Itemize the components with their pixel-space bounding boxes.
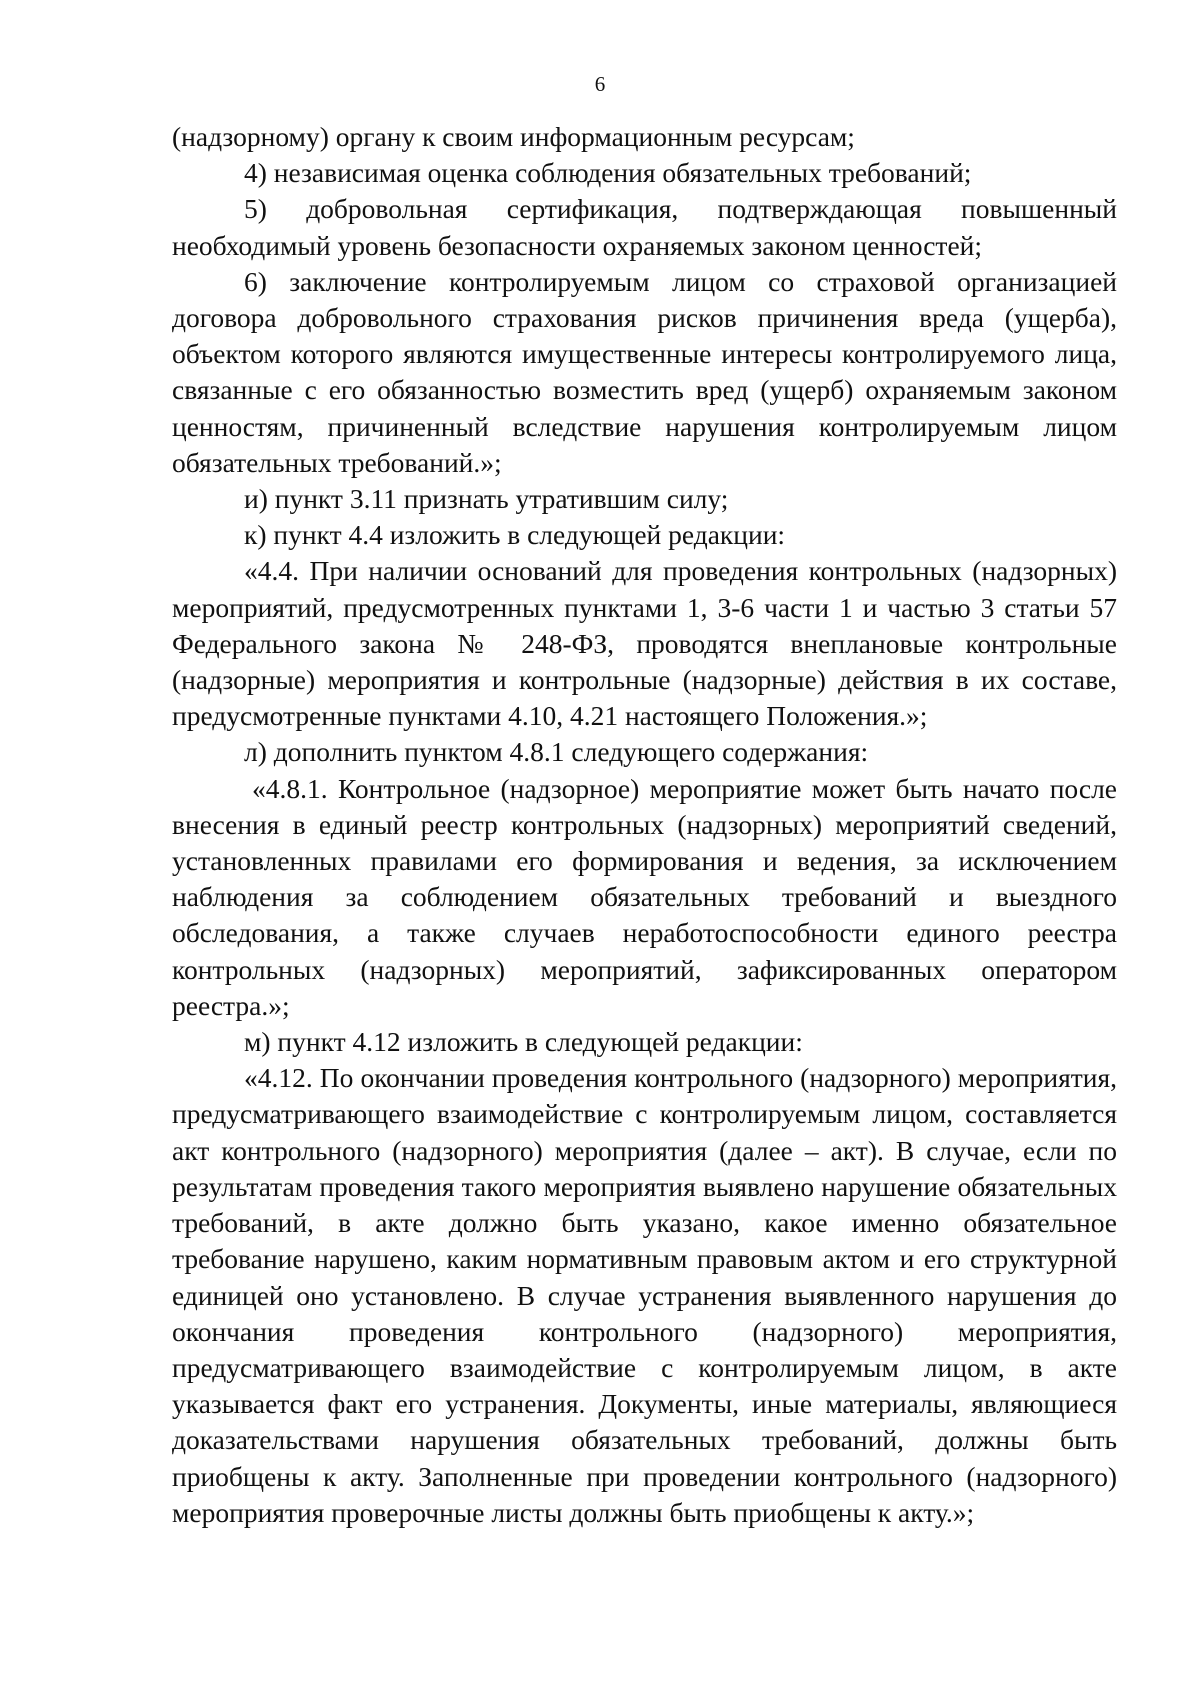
paragraph-item-4: 4) независимая оценка соблюдения обязательных требований;	[244, 157, 972, 189]
paragraph-item-5: 5) добровольная сертификация, подтверждающая повышенный необходимый уровень безопасности охраняемых законом ценностей;	[172, 193, 1117, 261]
paragraph-clause-4-4: «4.4. При наличии оснований для проведения контрольных (надзорных) мероприятий, предусмотренных пунктами 1, 3-6 части 1 и частью 3 статьи 57 Федерального закона № 248-ФЗ, проводятся внеплановые контрольные (надзорные) мероприятия и контрольные (надзорные) действия в их составе, предусмотренные пунктами 4.10, 4.21 настоящего Положения.»;	[172, 555, 1117, 732]
page-number: 6	[594, 72, 606, 96]
paragraph-item-l: л) дополнить пунктом 4.8.1 следующего содержания:	[244, 736, 869, 768]
document-body	[172, 119, 1117, 1531]
paragraph-continuation: (надзорному) органу к своим информационным ресурсам;	[172, 121, 855, 152]
paragraph-clause-4-12: «4.12. По окончании проведения контрольного (надзорного) мероприятия, предусматривающего взаимодействие с контролируемым лицом, составляется акт контрольного (надзорного) мероприятия (далее – акт). В случае, если по результатам проведения такого мероприятия выявлено нарушение обязательных требований, в акте должно быть указано, какое именно обязательное требование нарушено, каким нормативным правовым актом и его структурной единицей оно установлено. В случае устранения выявленного нарушения до окончания проведения контрольного (надзорного) мероприятия, предусматривающего взаимодействие с контролируемым лицом, в акте указывается факт его устранения. Документы, иные материалы, являющиеся доказательствами нарушения обязательных требований, должны быть приобщены к акту. Заполненные при проведении контрольного (надзорного) мероприятия проверочные листы должны быть приобщены к акту.»;	[172, 1062, 1117, 1528]
paragraph-item-6: 6) заключение контролируемым лицом со страховой организацией договора добровольного страхования рисков причинения вреда (ущерба), объектом которого являются имущественные интересы контролируемого лица, связанные с его обязанностью возместить вред (ущерб) охраняемым законом ценностям, причиненный вследствие нарушения контролируемым лицом обязательных требований.»;	[172, 265, 1117, 478]
paragraph-clause-4-8-1: «4.8.1. Контрольное (надзорное) мероприятие может быть начато после внесения в единый реестр контрольных (надзорных) мероприятий сведений, установленных правилами его формирования и ведения, за исключением наблюдения за соблюдением обязательных требований и выездного обследования, а также случаев неработоспособности единого реестра контрольных (надзорных) мероприятий, зафиксированных оператором реестра.»;	[172, 772, 1117, 1021]
paragraph-item-m: м) пункт 4.12 изложить в следующей редакции:	[244, 1026, 803, 1058]
paragraph-item-i: и) пункт 3.11 признать утратившим силу;	[244, 483, 729, 515]
paragraph-item-k: к) пункт 4.4 изложить в следующей редакции:	[244, 519, 786, 551]
